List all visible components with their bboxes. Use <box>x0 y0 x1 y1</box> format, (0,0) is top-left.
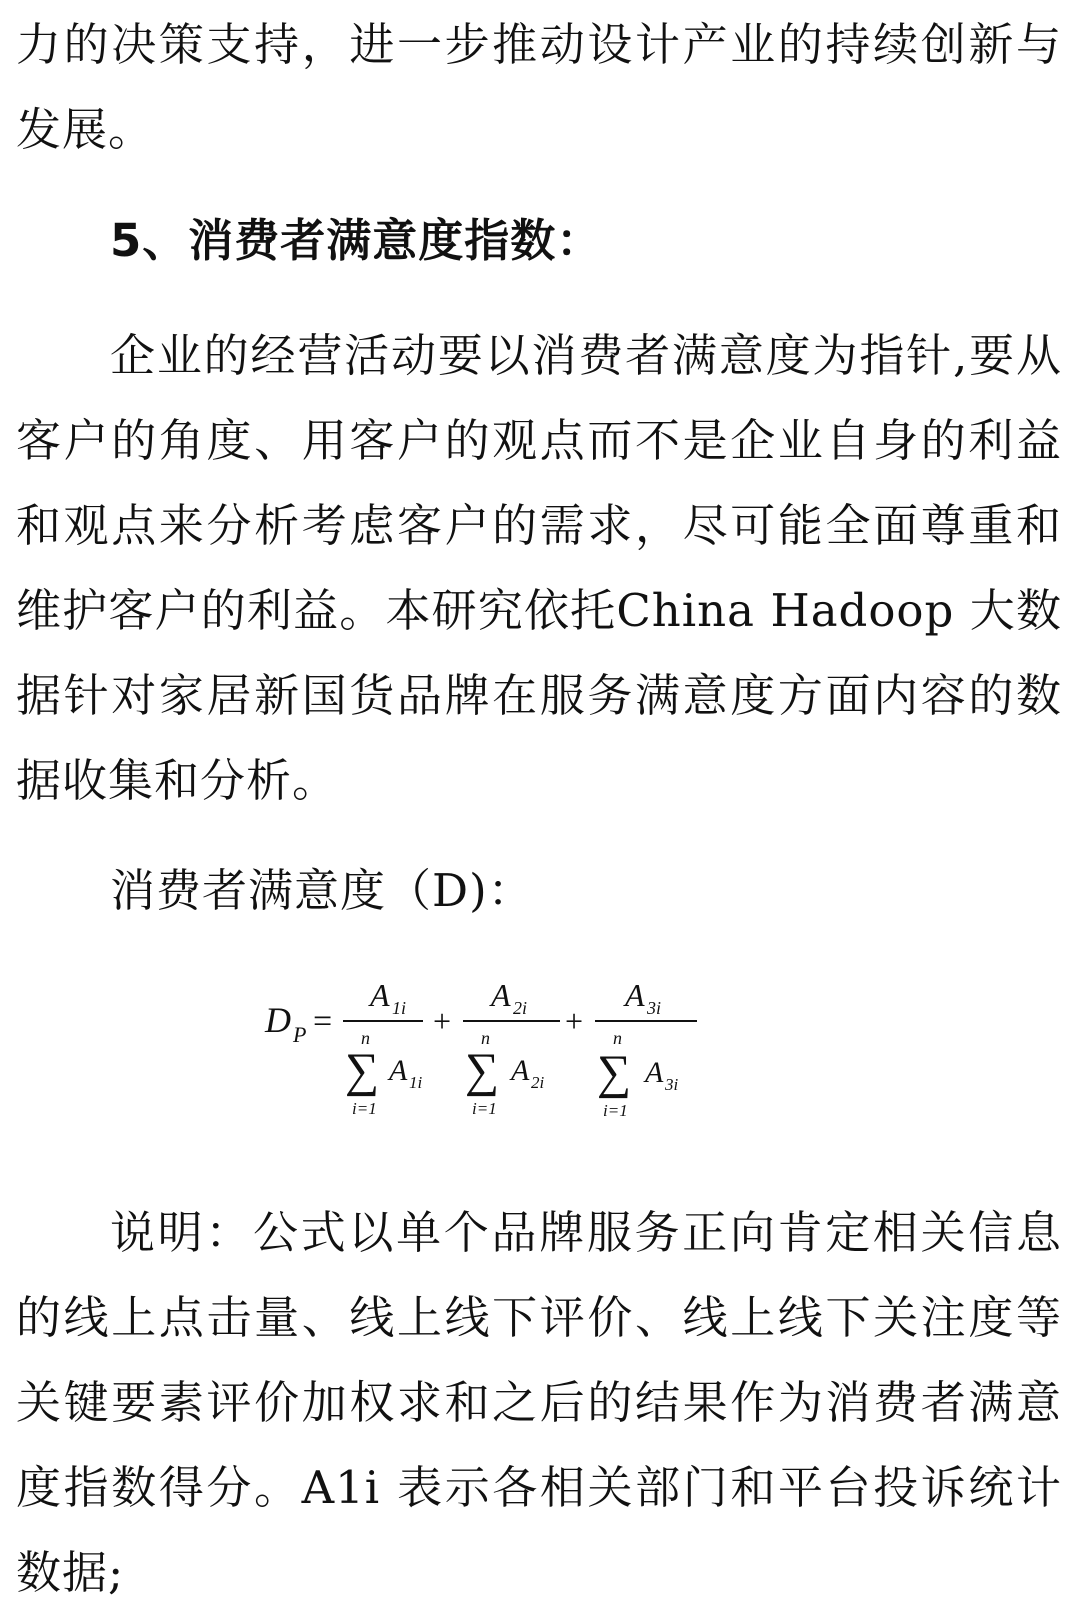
formula-plus-1: + <box>433 1003 452 1039</box>
term-3-sum-lower: i=1 <box>603 1101 628 1120</box>
formula-equals: = <box>313 1003 333 1040</box>
term-1-numerator-subscript: 1i <box>392 998 407 1018</box>
term-2-numerator: A <box>491 977 511 1013</box>
term-3-numerator: A <box>625 977 645 1013</box>
term-1-denominator: A <box>389 1054 408 1087</box>
term-2-sum-lower: i=1 <box>472 1099 497 1118</box>
term-3-numerator-subscript: 3i <box>647 998 662 1018</box>
term-3-sum-upper: n <box>613 1028 622 1048</box>
paragraph-consumer-satisfaction-description: 企业的经营活动要以消费者满意度为指针,要从客户的角度、用客户的观点而不是企业自身的利益和观点来分析考虑客户的需求，尽可能全面尊重和维护客户的利益。本研究依托China Hadoop 大数据针对家居新国货品牌在服务满意度方面内容的数据收集和分析。 <box>16 329 1062 807</box>
formula-svg <box>255 968 715 1128</box>
term-1-sum-upper: n <box>361 1028 370 1048</box>
formula-lhs: D <box>265 1000 291 1040</box>
term-1-denominator-subscript: 1i <box>409 1073 423 1092</box>
formula-plus-2: + <box>565 1003 584 1039</box>
satisfaction-formula <box>255 968 715 1128</box>
term-3-denominator: A <box>645 1056 664 1089</box>
term-1-numerator: A <box>370 977 390 1013</box>
term-2-denominator: A <box>511 1054 530 1087</box>
term-3-sum-symbol: ∑ <box>597 1046 632 1099</box>
term-2-denominator-subscript: 2i <box>531 1073 545 1092</box>
term-1-sum-symbol: ∑ <box>345 1044 380 1097</box>
formula-lhs-subscript: P <box>293 1022 307 1047</box>
formula-label: 消费者满意度（D)： <box>110 864 534 917</box>
paragraph-decision-support: 力的决策支持，进一步推动设计产业的持续创新与发展。 <box>16 18 1062 156</box>
term-3-denominator-subscript: 3i <box>665 1075 679 1094</box>
term-1-sum-lower: i=1 <box>352 1099 377 1118</box>
term-2-sum-upper: n <box>481 1028 490 1048</box>
term-2-numerator-subscript: 2i <box>513 998 528 1018</box>
section-heading-consumer-satisfaction-index: 5、消费者满意度指数： <box>110 214 603 267</box>
paragraph-formula-explanation: 说明：公式以单个品牌服务正向肯定相关信息的线上点击量、线上线下评价、线上线下关注度等关键要素评价加权求和之后的结果作为消费者满意度指数得分。A1i 表示各相关部门和平台投诉统计数据; <box>16 1206 1062 1599</box>
term-2-sum-symbol: ∑ <box>465 1044 500 1097</box>
